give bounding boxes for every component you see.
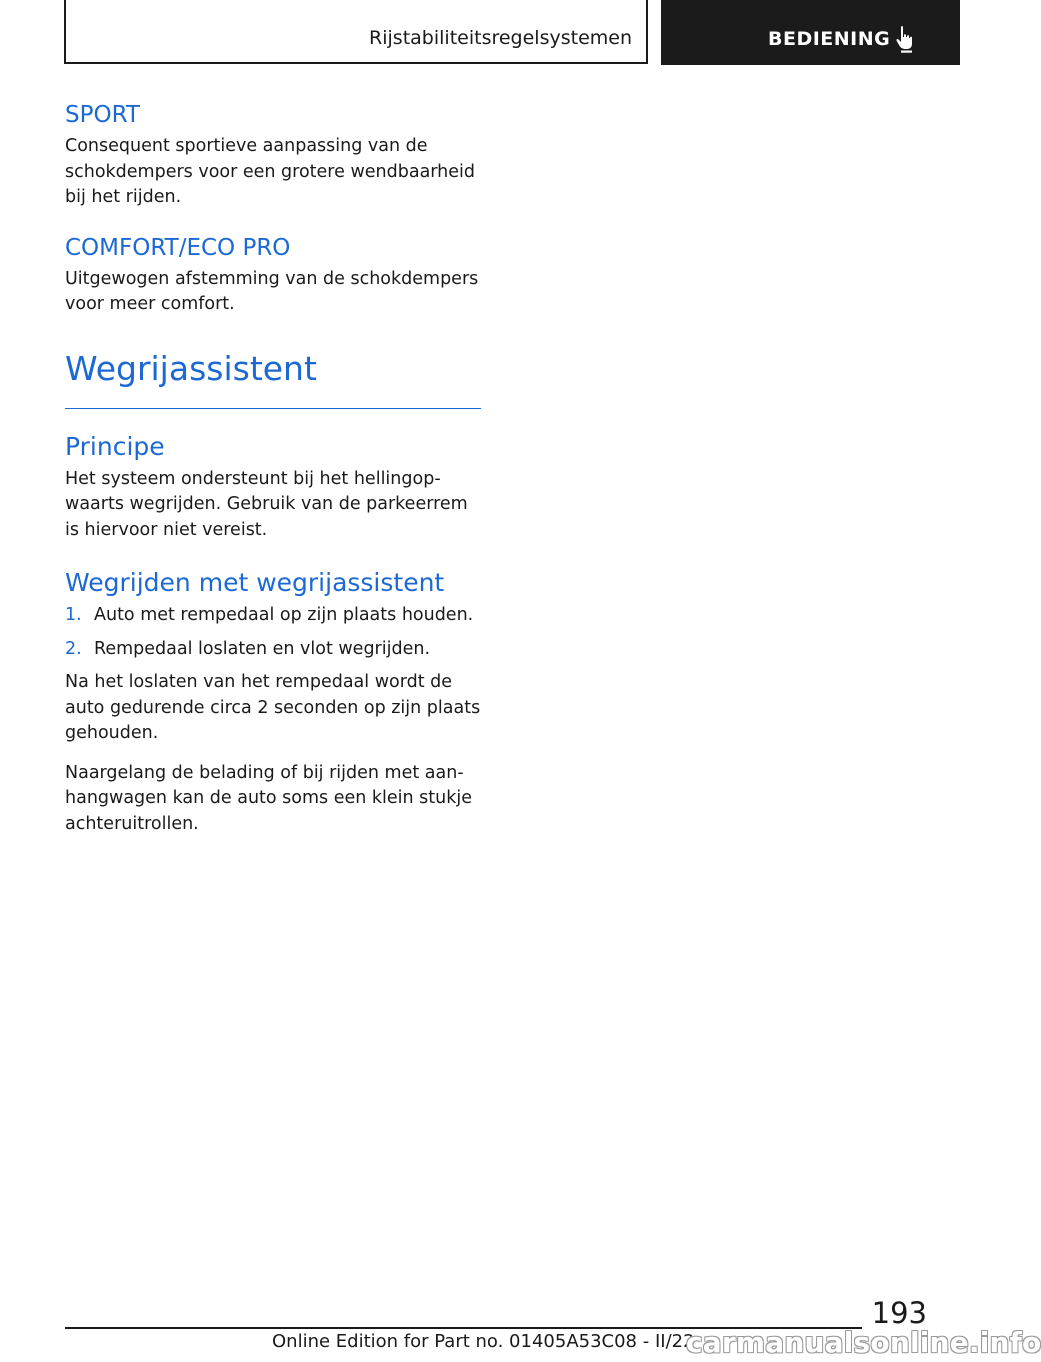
steps-list (65, 603, 481, 662)
watermark: carmanualsonline.info (686, 1326, 1041, 1359)
header-section-box (64, 0, 648, 64)
sport-text: Consequent sportieve aanpassing van de schokdempers voor een grotere wendbaarheid bij het rijden. (65, 136, 476, 207)
principe-text: Het systeem ondersteunt bij het hellingopwaarts wegrijden. Gebruik van de parkeerrem is hiervoor niet vereist. (65, 468, 468, 540)
header-chapter-tab[interactable] (661, 0, 960, 65)
wegrijden-para-2: Naargelang de belading of bij rijden met aanhangwagen kan de auto soms een klein stukje achteruitrollen. (65, 762, 473, 834)
heading-wegrijden: Wegrijden met wegrijassistent (65, 568, 445, 597)
heading-sport: SPORT (65, 102, 140, 128)
edition-text: Online Edition for Part no. 01405A53C08 - II/22 (272, 1331, 695, 1352)
step-text: Auto met rempedaal op zijn plaats houden. (94, 605, 474, 625)
heading-principe: Principe (65, 431, 165, 461)
step-text: Rempedaal loslaten en vlot wegrijden. (94, 638, 431, 659)
page-number: 193 (871, 1296, 927, 1330)
step-number: 2. (65, 638, 82, 659)
chapter-title: BEDIENING (768, 28, 891, 50)
step-number: 1. (65, 605, 82, 625)
comfort-text: Uitgewogen afstemming van de schokdempers voor meer comfort. (65, 268, 479, 314)
list-item (65, 603, 481, 629)
heading-comfort: COMFORT/ECO PRO (65, 234, 291, 261)
section-title: Rijstabiliteitsregelsystemen (369, 27, 632, 49)
page-content (65, 98, 481, 851)
list-item (65, 637, 481, 663)
wegrijden-para-1: Na het loslaten van het rempedaal wordt de auto gedurende circa 2 seconden op zijn plaats gehouden. (65, 672, 481, 743)
pointing-hand-icon (892, 24, 922, 54)
heading-wegrijassistent: Wegrijassistent (65, 346, 481, 409)
